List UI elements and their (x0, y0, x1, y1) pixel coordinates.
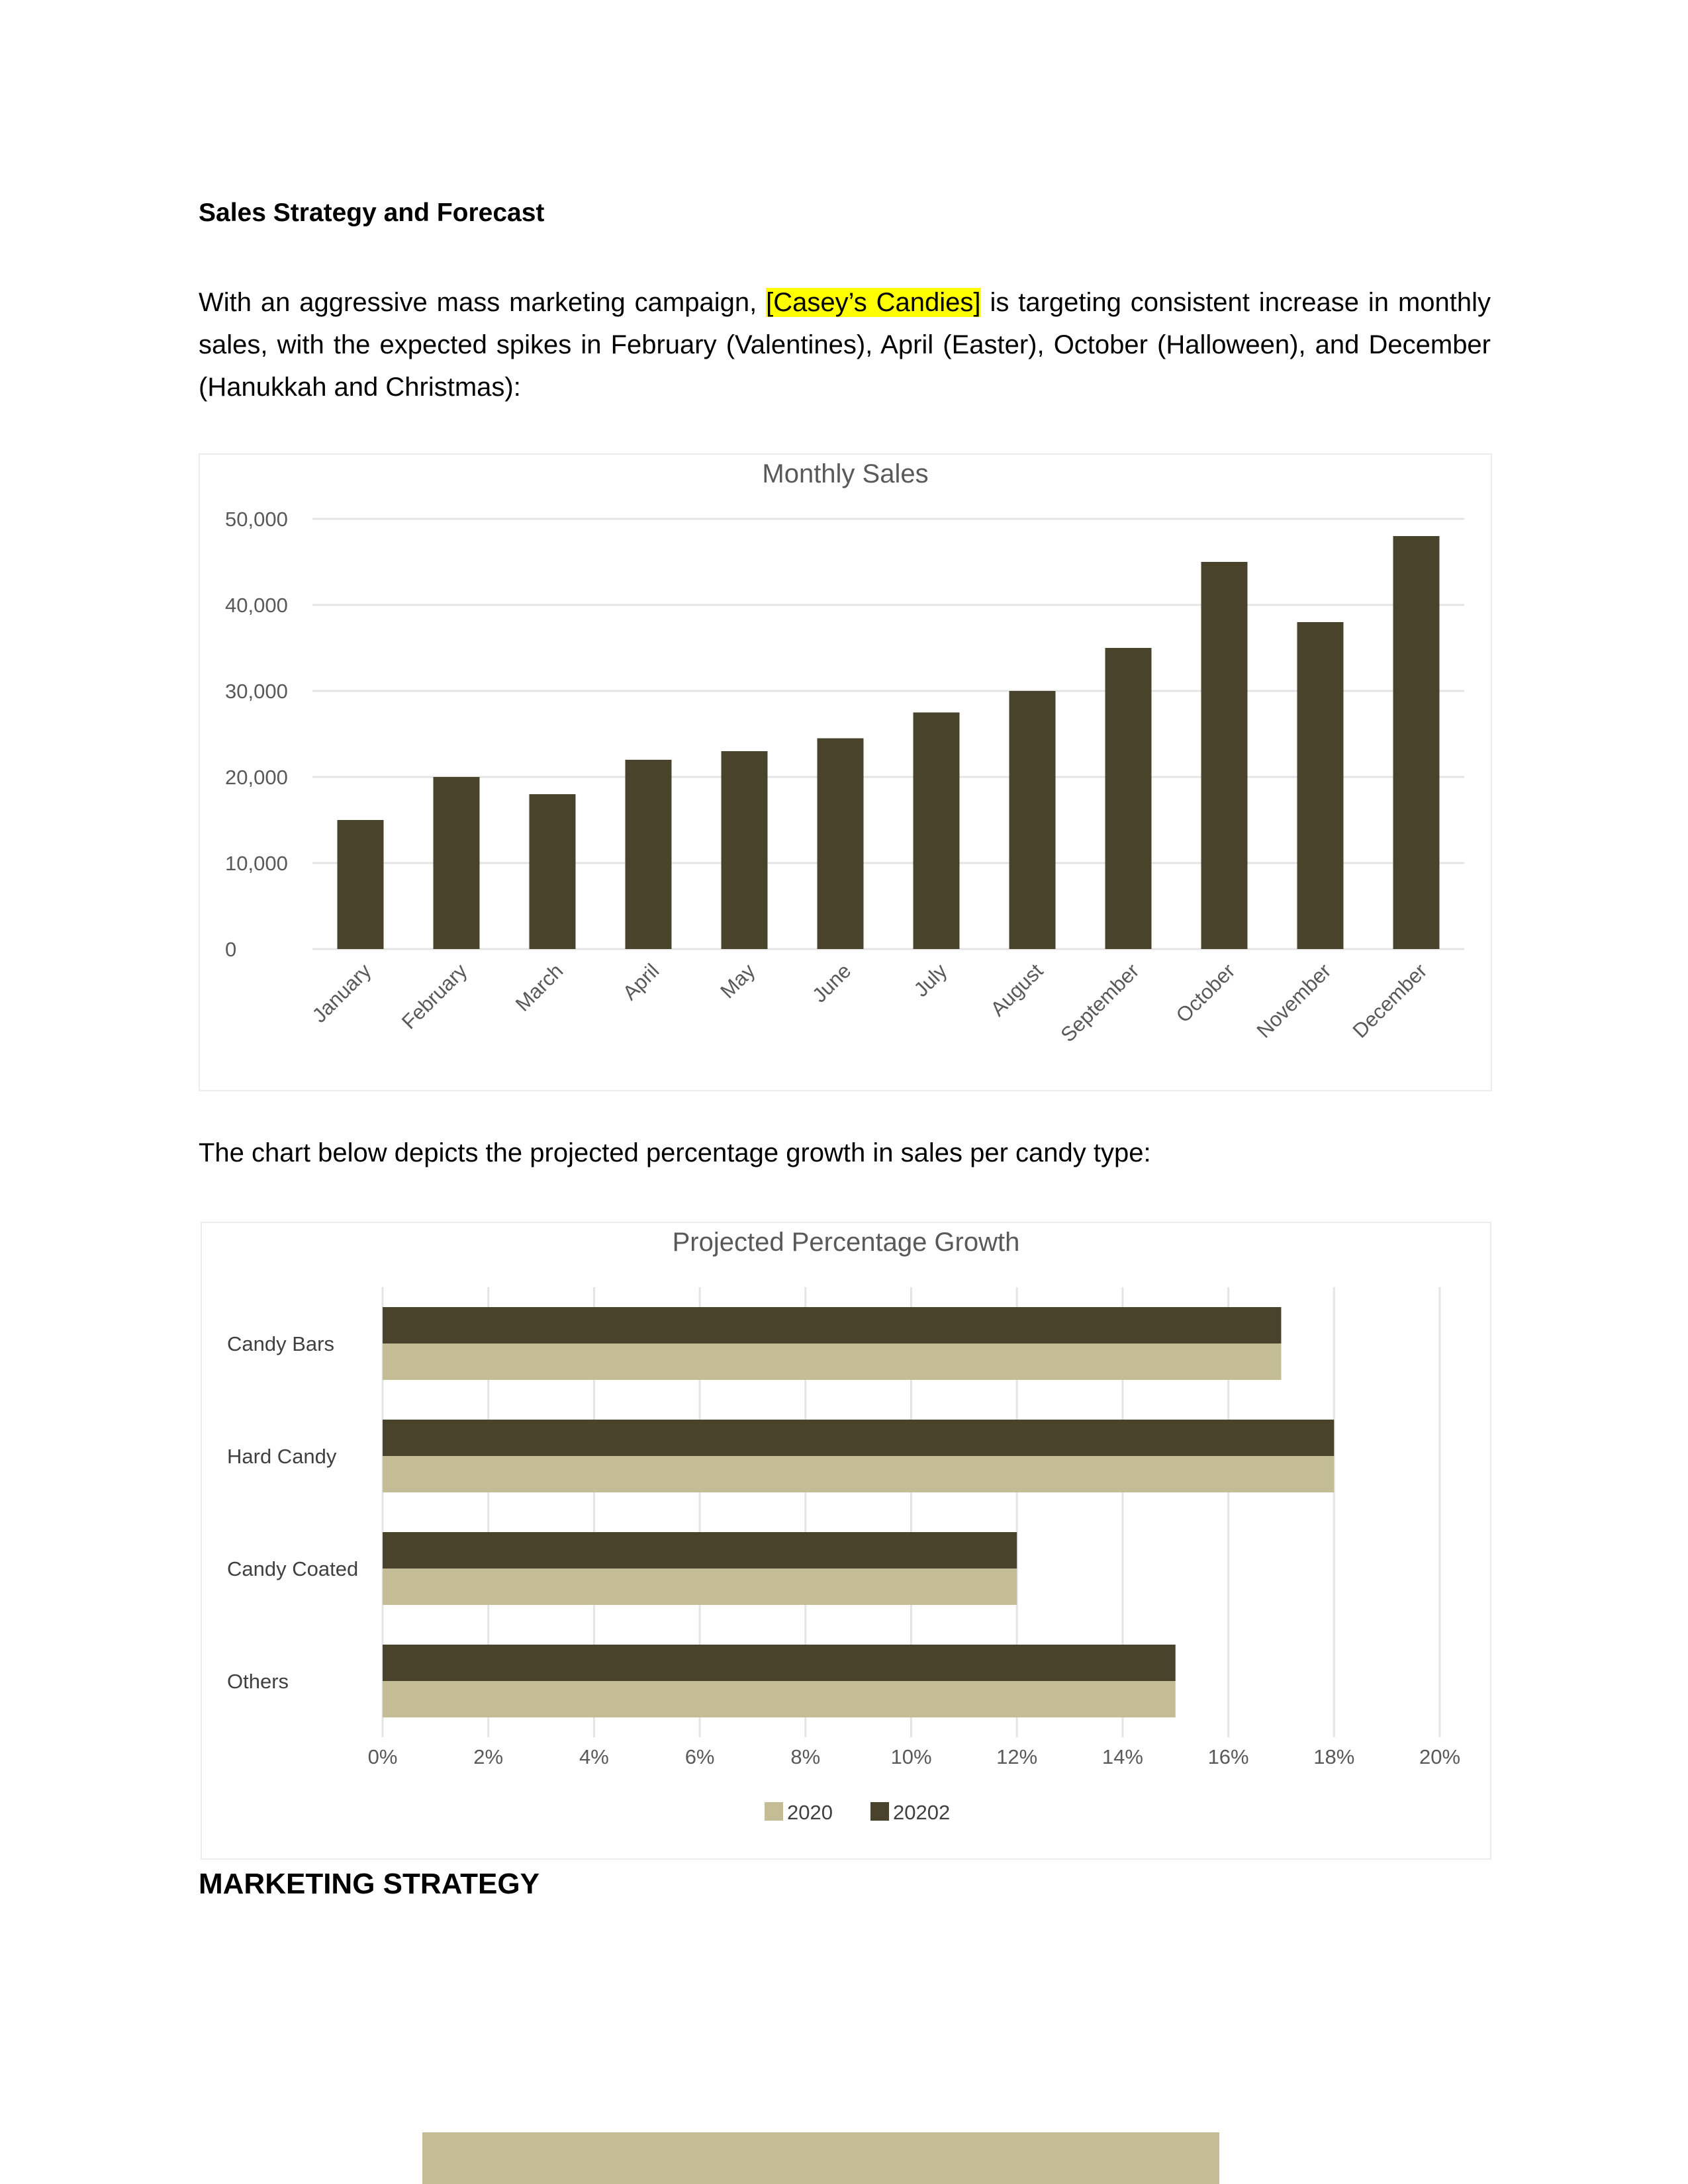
x-tick-label: 12% (996, 1745, 1038, 1768)
x-tick-label: March (510, 959, 568, 1016)
x-tick-label: 0% (367, 1745, 398, 1768)
bar-series-2020 (383, 1343, 1281, 1380)
x-tick-label: July (909, 959, 952, 1001)
bar-series-2020 (383, 1569, 1017, 1605)
bar-series-20202 (383, 1645, 1176, 1681)
company-placeholder[interactable]: [Casey’s Candies] (766, 288, 981, 317)
bar-march (530, 794, 576, 949)
x-tick-label: May (716, 959, 760, 1003)
projected-growth-chart (201, 1222, 1491, 1860)
projected-growth-svg (202, 1223, 1490, 1858)
legend-swatch-20202 (870, 1802, 889, 1821)
bar-series-2020 (383, 1681, 1176, 1717)
intro-text-end: is targeting consistent increase in monthly sales, with the expected spikes in February (Valentines), April (Easter), October (Halloween), and December (Hanukkah and Christmas): (199, 288, 1491, 402)
x-tick-label: 20% (1419, 1745, 1461, 1768)
legend-label-20202: 20202 (893, 1801, 951, 1824)
x-tick-label: April (618, 959, 664, 1005)
x-tick-label: 10% (890, 1745, 932, 1768)
x-tick-label: 8% (790, 1745, 821, 1768)
y-tick-label: 30,000 (225, 680, 288, 703)
x-tick-label: December (1348, 959, 1432, 1043)
bar-series-2020 (383, 1456, 1334, 1492)
y-tick-label: 10,000 (225, 852, 288, 875)
x-tick-label: 14% (1102, 1745, 1143, 1768)
legend-swatch-2020 (765, 1802, 783, 1821)
bar-july (914, 713, 960, 950)
growth-intro-text: The chart below depicts the projected percentage growth in sales per candy type: (199, 1138, 1151, 1167)
y-tick-label: 40,000 (225, 594, 288, 617)
section-heading: Sales Strategy and Forecast (199, 199, 545, 227)
category-label: Candy Coated (227, 1557, 359, 1580)
intro-text-start: With an aggressive mass marketing campaign, (199, 288, 767, 317)
footer-bar (422, 2132, 1219, 2184)
category-label: Others (227, 1670, 289, 1693)
x-tick-label: 4% (579, 1745, 609, 1768)
x-tick-label: 16% (1207, 1745, 1249, 1768)
bar-august (1009, 691, 1056, 949)
x-tick-label: 18% (1313, 1745, 1355, 1768)
bar-december (1393, 536, 1440, 949)
bar-october (1201, 562, 1248, 949)
bar-june (818, 739, 864, 950)
x-tick-label: August (986, 959, 1048, 1021)
bar-january (338, 820, 384, 949)
legend-label-2020: 2020 (787, 1801, 833, 1824)
bar-september (1105, 648, 1152, 949)
y-tick-label: 50,000 (225, 508, 288, 531)
bar-series-20202 (383, 1307, 1281, 1343)
marketing-strategy-heading: MARKETING STRATEGY (199, 1868, 539, 1900)
x-tick-label: November (1252, 959, 1336, 1043)
bar-november (1297, 622, 1344, 949)
bar-february (434, 777, 480, 949)
x-tick-label: January (307, 959, 376, 1027)
x-tick-label: 2% (473, 1745, 504, 1768)
y-tick-label: 0 (225, 938, 237, 961)
monthly-sales-chart (199, 453, 1492, 1091)
category-label: Hard Candy (227, 1445, 337, 1468)
chart-title: Monthly Sales (762, 459, 929, 488)
monthly-sales-svg (200, 455, 1491, 1090)
bar-may (722, 751, 768, 949)
x-tick-label: 6% (684, 1745, 715, 1768)
y-tick-label: 20,000 (225, 766, 288, 789)
x-tick-label: February (397, 959, 472, 1034)
bar-series-20202 (383, 1420, 1334, 1456)
bar-series-20202 (383, 1532, 1017, 1569)
x-tick-label: June (808, 959, 856, 1007)
category-label: Candy Bars (227, 1332, 334, 1355)
intro-paragraph (199, 281, 1491, 408)
x-tick-label: September (1056, 959, 1144, 1047)
chart-title: Projected Percentage Growth (672, 1228, 1020, 1257)
bar-april (626, 760, 672, 949)
x-tick-label: October (1171, 959, 1240, 1027)
